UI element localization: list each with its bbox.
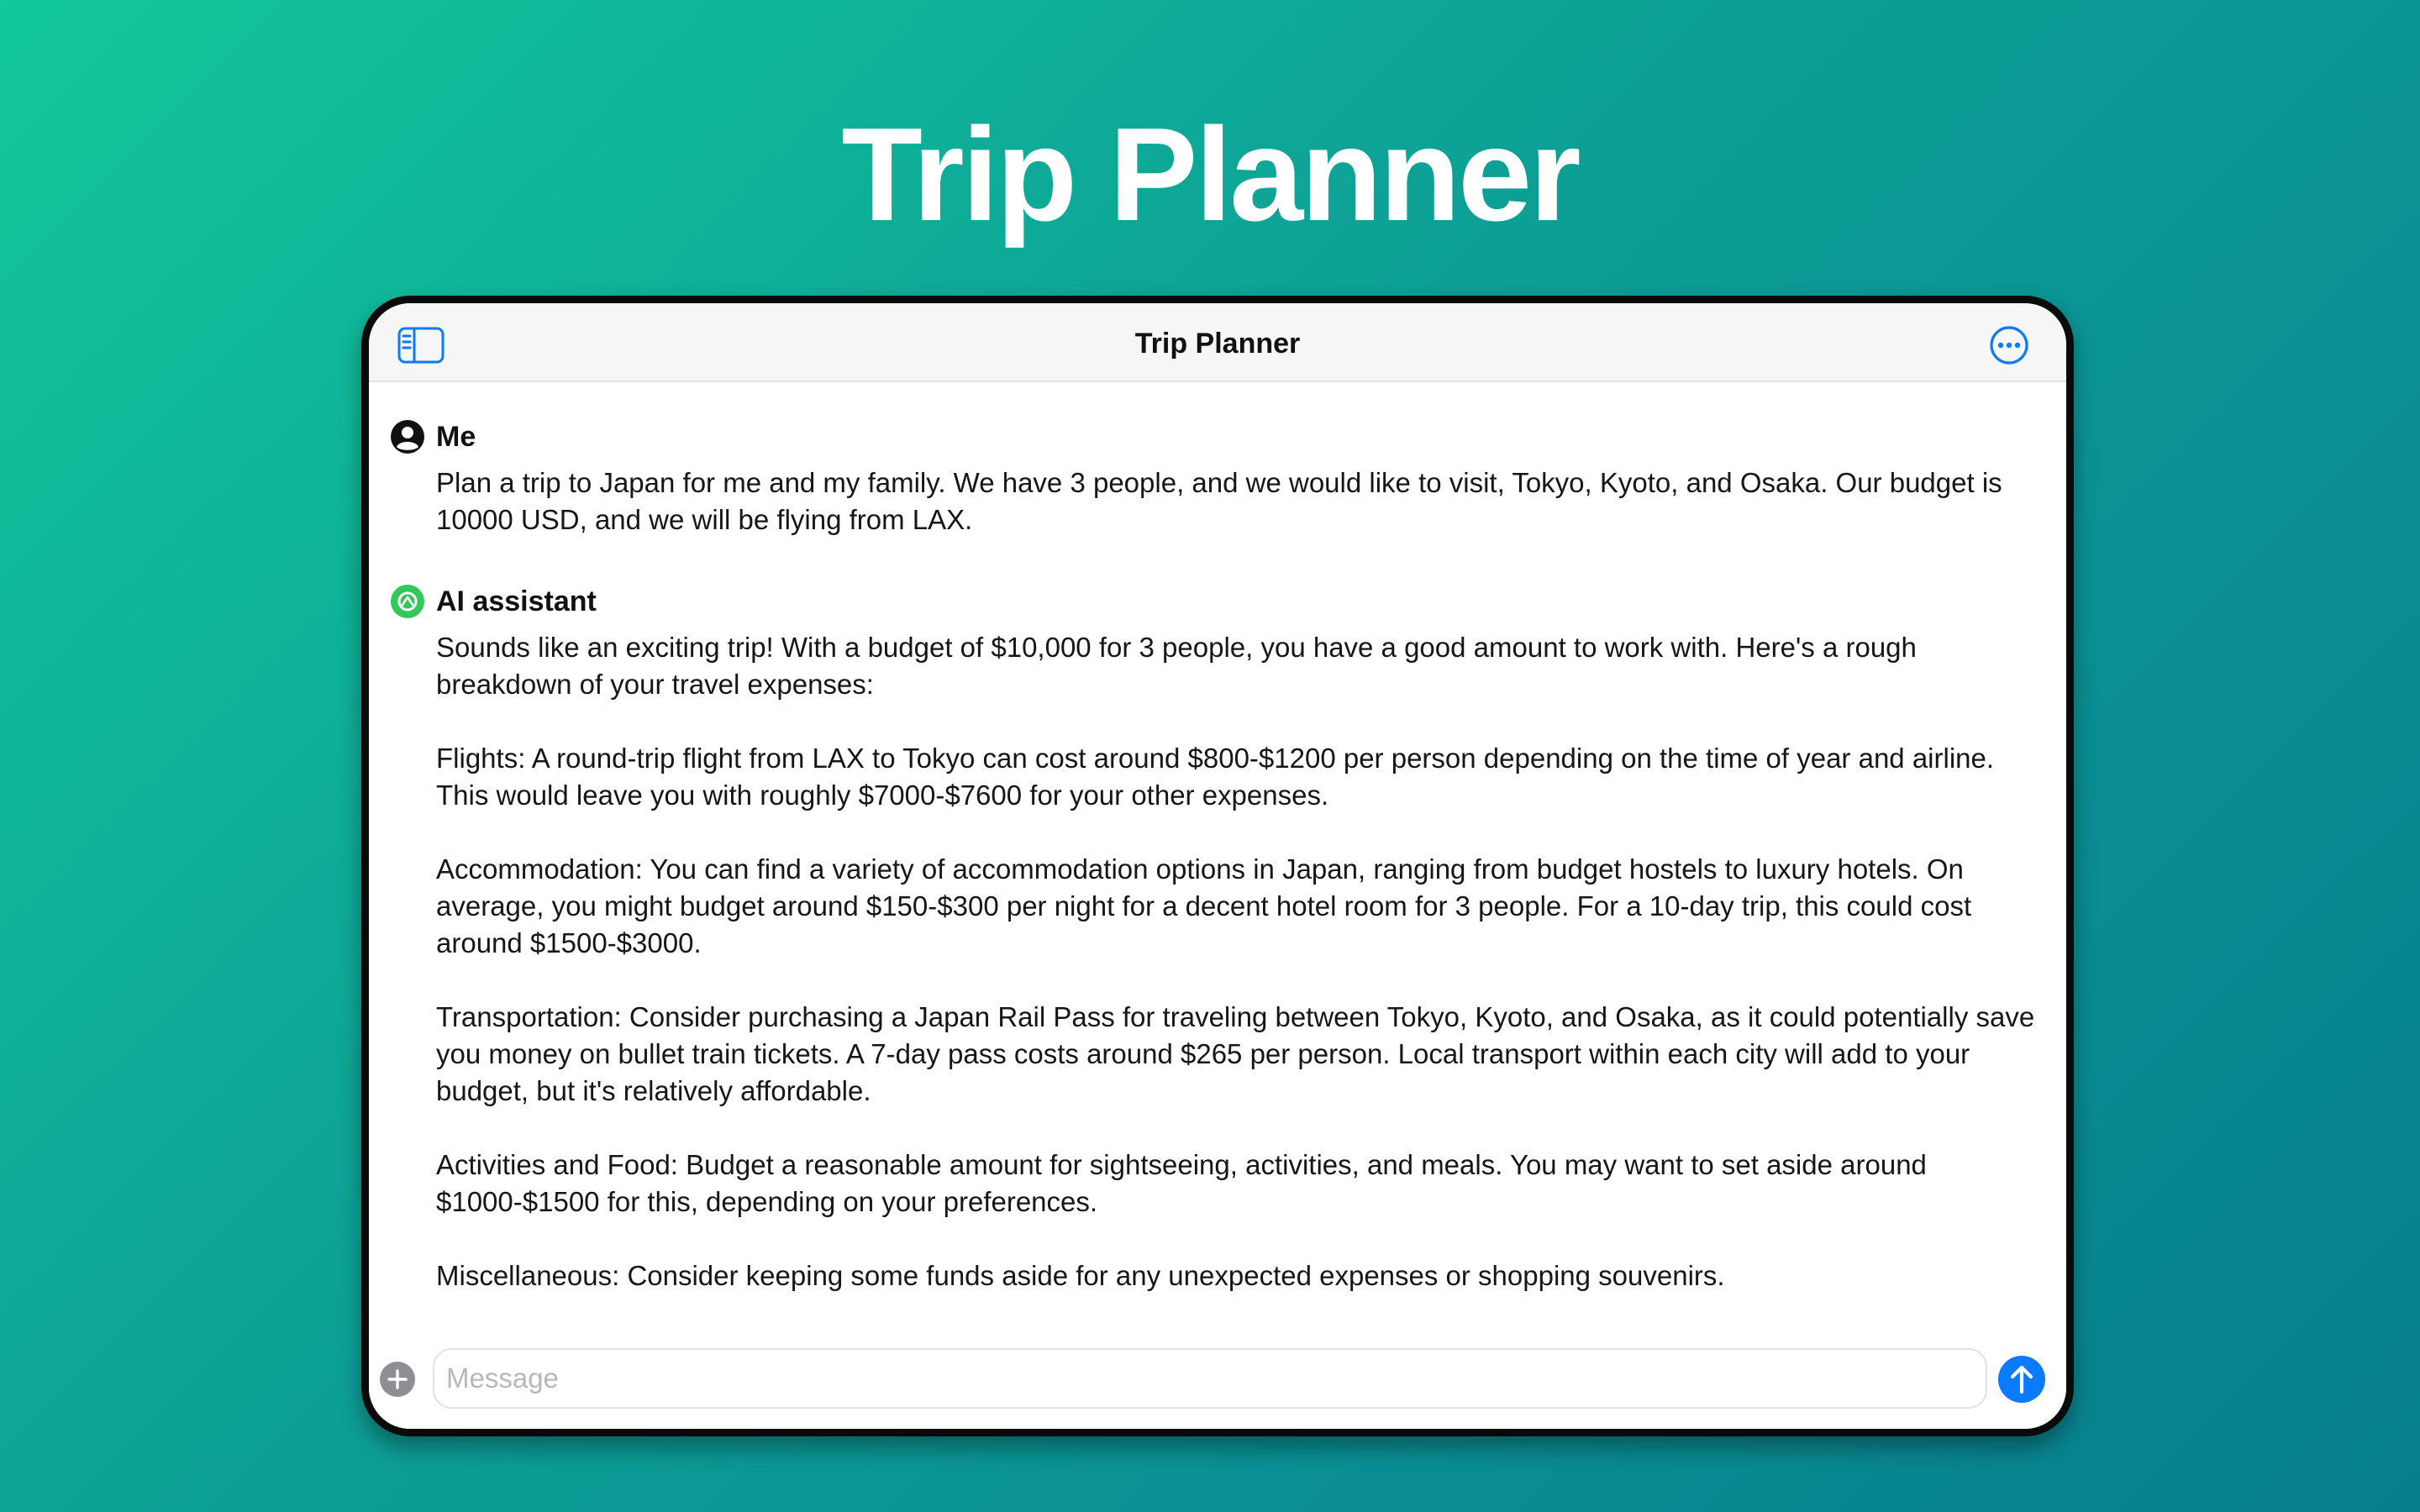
user-avatar	[390, 419, 425, 454]
person-circle-icon	[390, 419, 425, 454]
message-paragraph: Plan a trip to Japan for me and my family. We have 3 people, and we would like to visit, Tokyo, Kyoto, and Osaka. Our budget is 10000 USD, and we will be flying from LAX.	[436, 467, 2002, 535]
title-bar	[369, 303, 2066, 382]
assistant-logo-icon	[390, 584, 425, 619]
ellipsis-circle-icon	[1989, 325, 2029, 365]
more-options-button[interactable]	[1989, 325, 2029, 365]
message-body	[436, 629, 2041, 1294]
message-paragraph: Accommodation: You can find a variety of accommodation options in Japan, ranging from budget hostels to luxury hotels. On average, you might budget around $150-$300 per night for a decent hotel room for 3 people. For a 10-day trip, this could cost around $1500-$3000.	[436, 853, 1972, 958]
message-paragraph: Activities and Food: Budget a reasonable amount for sightseeing, activities, and meals. You may want to set aside around $1000-$1500 for this, depending on your preferences.	[436, 1149, 1927, 1217]
message-body	[436, 465, 2041, 538]
sender-name: AI assistant	[436, 585, 597, 617]
message-paragraph: Transportation: Consider purchasing a Japan Rail Pass for traveling between Tokyo, Kyoto, and Osaka, as it could potentially save you money on bullet train tickets. A 7-day pass costs around $265 per person. Local transport within each city will add to your budget, but it's relatively affordable.	[436, 1001, 2035, 1106]
message-input[interactable]	[433, 1348, 1987, 1409]
message-paragraph: Flights: A round-trip flight from LAX to Tokyo can cost around $800-$1200 per person depending on the time of year and airline. This would leave you with roughly $7000-$7600 for your other expenses.	[436, 743, 1995, 811]
sender-name: Me	[436, 421, 476, 453]
plus-circle-icon	[379, 1361, 416, 1398]
message-composer	[369, 1333, 2066, 1429]
arrow-up-circle-icon	[1997, 1355, 2046, 1404]
message-assistant	[369, 580, 2066, 1294]
add-attachment-button[interactable]	[379, 1361, 416, 1398]
message-header	[369, 416, 2066, 458]
window-title: Trip Planner	[1134, 328, 1301, 360]
message-user	[369, 416, 2066, 538]
message-paragraph: Sounds like an exciting trip! With a budget of $10,000 for 3 people, you have a good amount to work with. Here's a rough breakdown of your travel expenses:	[436, 632, 1917, 700]
app-window	[361, 296, 2074, 1436]
message-paragraph: Miscellaneous: Consider keeping some funds aside for any unexpected expenses or shopping souvenirs.	[436, 1260, 1725, 1291]
message-header	[369, 580, 2066, 622]
conversation-thread[interactable]	[369, 382, 2066, 1315]
hero-title: Trip Planner	[841, 101, 1579, 249]
assistant-avatar	[390, 584, 425, 619]
send-button[interactable]	[1997, 1355, 2046, 1404]
